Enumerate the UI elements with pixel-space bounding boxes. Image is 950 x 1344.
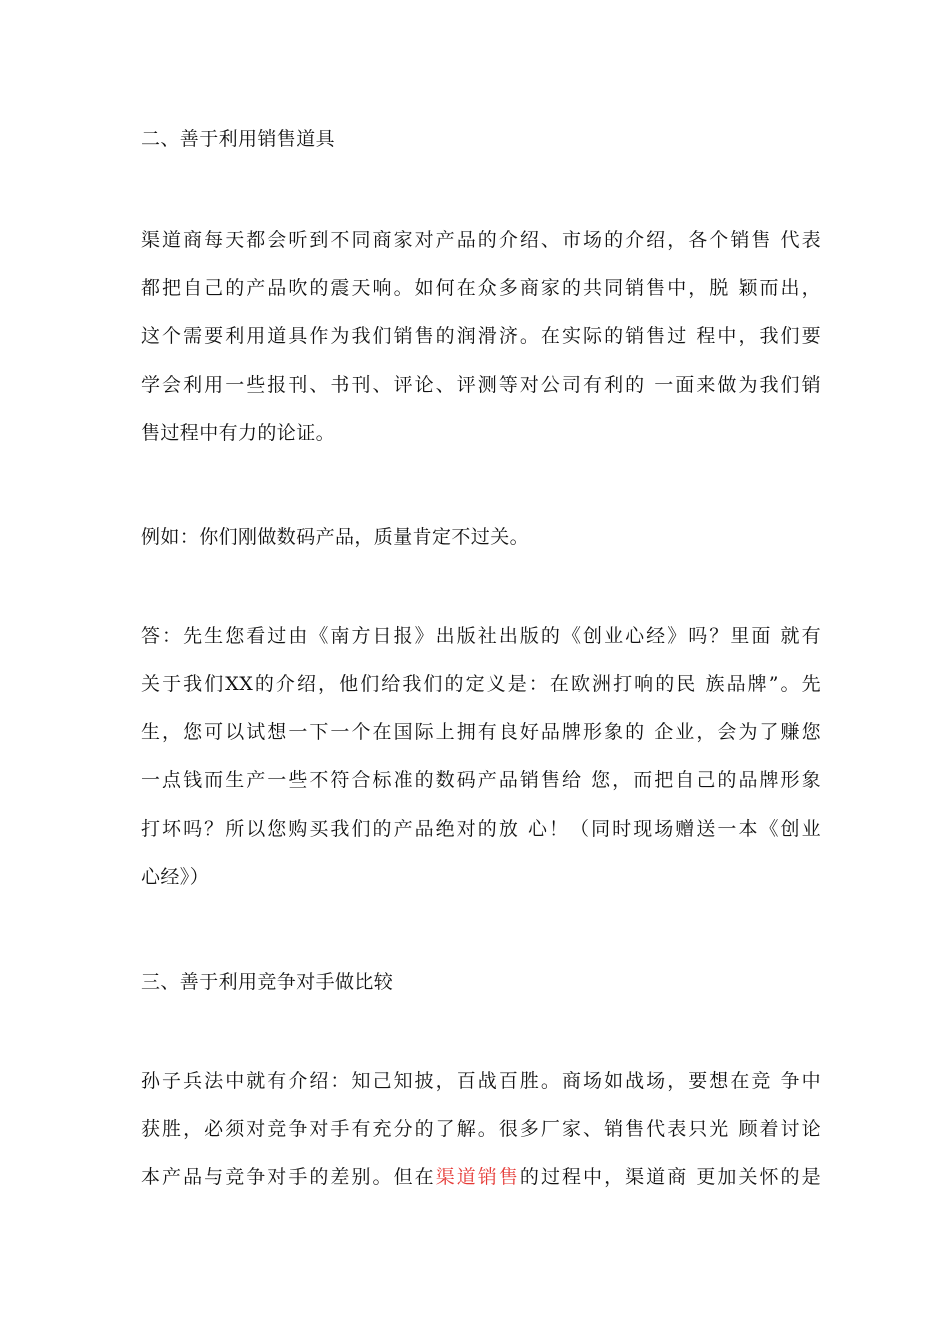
answer-line-2: 关于我们XX的介绍，他们给我们的定义是：在欧洲打响的民 族品牌”。先 xyxy=(141,673,821,695)
paragraph-1-line-2: 都把自己的产品吹的震天响。如何在众多商家的共同销售中，脱 颖而出， xyxy=(141,277,821,299)
answer-line-1: 答：先生您看过由《南方日报》出版社出版的《创业心经》吗？里面 就有 xyxy=(141,625,821,647)
answer-line-6: 心经》） xyxy=(141,866,210,888)
paragraph-1-line-5: 售过程中有力的论证。 xyxy=(141,422,336,444)
paragraph-3-line-2: 获胜，必须对竞争对手有充分的了解。很多厂家、销售代表只光 顾着讨论 xyxy=(141,1118,821,1140)
answer-line-5: 打坏吗？所以您购买我们的产品绝对的放 心！（同时现场赠送一本《创业 xyxy=(141,818,821,840)
paragraph-3-line-3 xyxy=(141,1165,821,1189)
section-heading-2: 二、善于利用销售道具 xyxy=(141,128,336,150)
paragraph-1-line-3: 这个需要利用道具作为我们销售的润滑济。在实际的销售过 程中，我们要 xyxy=(141,325,821,347)
paragraph-3-line-3-after: 的过程中，渠道商 更加关怀的是 xyxy=(519,1166,821,1188)
paragraph-1-line-4: 学会利用一些报刊、书刊、评论、评测等对公司有利的 一面来做为我们销 xyxy=(141,374,821,396)
channel-sales-link[interactable]: 渠道销售 xyxy=(435,1166,520,1188)
paragraph-1-line-1: 渠道商每天都会听到不同商家对产品的介绍、市场的介绍，各个销售 代表 xyxy=(141,229,821,251)
answer-line-4: 一点钱而生产一些不符合标准的数码产品销售给 您，而把自己的品牌形象 xyxy=(141,769,821,791)
example-question: 例如：你们刚做数码产品，质量肯定不过关。 xyxy=(141,526,530,548)
answer-line-3: 生，您可以试想一下一个在国际上拥有良好品牌形象的 企业，会为了赚您 xyxy=(141,721,821,743)
paragraph-3-line-3-before: 本产品与竞争对手的差别。但在 xyxy=(141,1166,436,1188)
paragraph-3-line-1: 孙子兵法中就有介绍：知己知披，百战百胜。商场如战场，要想在竞 争中 xyxy=(141,1070,821,1092)
section-heading-3: 三、善于利用竞争对手做比较 xyxy=(141,971,394,993)
